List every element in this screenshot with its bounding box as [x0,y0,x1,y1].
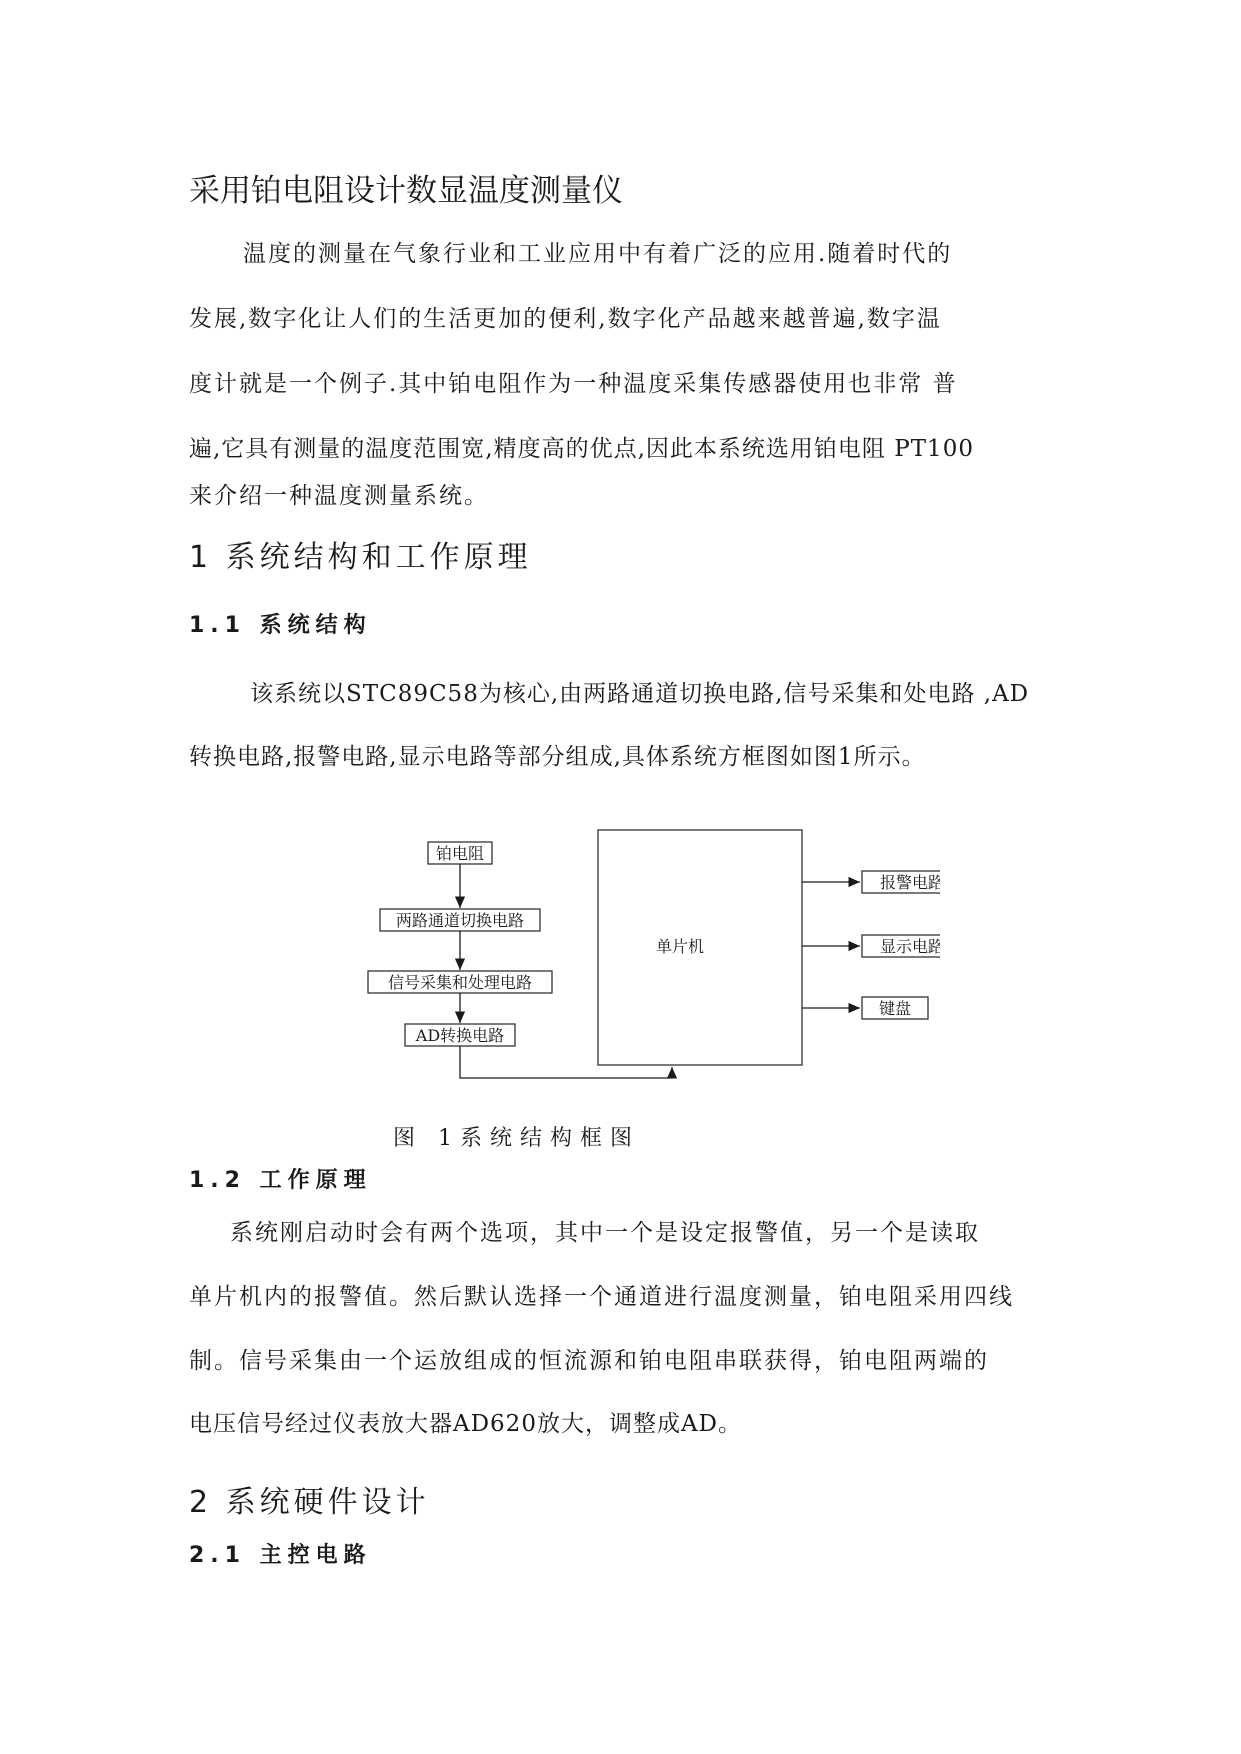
block-alarm-label: 报警电路 [879,873,940,892]
section-1-1-line-2: 转换电路,报警电路,显示电路等部分组成,具体系统方框图如图1所示。 [189,744,926,770]
block-pt-label: 铂电阻 [435,844,485,863]
section-1-heading: 1 系统结构和工作原理 [189,540,532,575]
block-switch-label: 两路通道切换电路 [395,911,525,930]
figure-caption: 图 1系统结构框图 [393,1126,640,1151]
section-1-2-line-1: 系统刚启动时会有两个选项，其中一个是设定报警值，另一个是读取 [230,1220,980,1246]
block-keyboard-label: 键盘 [878,999,912,1018]
block-display [862,935,940,957]
section-1-2-line-3: 制。信号采集由一个运放组成的恒流源和铂电阻串联获得，铂电阻两端的 [189,1348,989,1374]
block-pt [428,842,492,864]
section-2-1-heading: 2.1 主控电路 [189,1543,372,1568]
intro-line-4: 遍,它具有测量的温度范围宽,精度高的优点,因此本系统选用铂电阻 PT100 [189,436,974,462]
block-alarm [862,871,940,893]
page-title: 采用铂电阻设计数显温度测量仪 [189,173,623,209]
block-signal [368,971,552,993]
block-display-label: 显示电路 [879,937,940,956]
block-signal-label: 信号采集和处理电路 [387,973,533,992]
section-2-heading: 2 系统硬件设计 [189,1485,430,1520]
section-1-2-line-2: 单片机内的报警值。然后默认选择一个通道进行温度测量，铂电阻采用四线 [189,1284,1014,1310]
block-diagram-svg [360,820,940,1100]
block-adc-label: AD转换电路 [415,1026,505,1045]
section-1-1-heading: 1.1 系统结构 [189,613,372,638]
block-mcu-label: 单片机 [655,937,705,956]
intro-line-2: 发展,数字化让人们的生活更加的便利,数字化产品越来越普遍,数字温 [189,306,942,332]
intro-line-5: 来介绍一种温度测量系统。 [189,483,489,509]
intro-line-1: 温度的测量在气象行业和工业应用中有着广泛的应用.随着时代的 [243,241,953,267]
block-adc [405,1024,515,1046]
block-switch [380,909,540,931]
section-1-2-heading: 1.2 工作原理 [189,1168,372,1193]
system-block-diagram [360,820,940,1104]
block-mcu [598,830,802,1065]
intro-line-3: 度计就是一个例子.其中铂电阻作为一种温度采集传感器使用也非常 普 [189,371,958,397]
section-1-1-line-1: 该系统以STC89C58为核心,由两路通道切换电路,信号采集和处电路 ,AD [250,681,1030,707]
section-1-2-line-4: 电压信号经过仪表放大器AD620放大，调整成AD。 [189,1411,743,1437]
block-keyboard [862,997,928,1019]
